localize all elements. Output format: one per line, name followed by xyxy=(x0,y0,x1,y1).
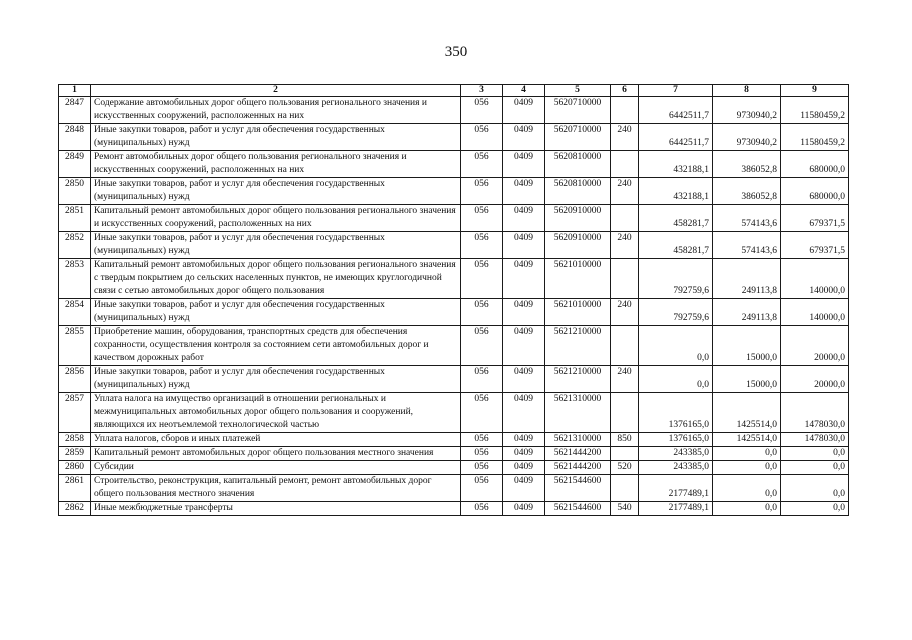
amount-year-2: 9730940,2 xyxy=(713,97,781,124)
item-name: Строительство, реконструкция, капитальный ремонт, ремонт автомобильных дорог общего пользования местного значения xyxy=(91,475,461,502)
amount-year-2: 249113,8 xyxy=(713,259,781,299)
row-number: 2862 xyxy=(59,502,91,516)
table-row xyxy=(59,433,849,447)
amount-year-3: 1478030,0 xyxy=(781,433,849,447)
target-article: 5621544600 xyxy=(545,502,611,516)
target-article: 5621010000 xyxy=(545,259,611,299)
target-article: 5620710000 xyxy=(545,124,611,151)
amount-year-2: 386052,8 xyxy=(713,151,781,178)
ministry-code: 056 xyxy=(461,178,503,205)
amount-year-1: 458281,7 xyxy=(639,232,713,259)
row-number: 2859 xyxy=(59,447,91,461)
amount-year-3: 679371,5 xyxy=(781,205,849,232)
target-article: 5620910000 xyxy=(545,232,611,259)
ministry-code: 056 xyxy=(461,151,503,178)
target-article: 5621310000 xyxy=(545,433,611,447)
row-number: 2857 xyxy=(59,393,91,433)
table-row xyxy=(59,178,849,205)
item-name: Иные закупки товаров, работ и услуг для обеспечения государственных (муниципальных) нужд xyxy=(91,366,461,393)
budget-table xyxy=(58,84,849,516)
column-header-7: 7 xyxy=(639,85,713,97)
amount-year-2: 1425514,0 xyxy=(713,393,781,433)
amount-year-2: 0,0 xyxy=(713,447,781,461)
amount-year-1: 432188,1 xyxy=(639,178,713,205)
amount-year-3: 140000,0 xyxy=(781,259,849,299)
section-code: 0409 xyxy=(503,124,545,151)
section-code: 0409 xyxy=(503,232,545,259)
amount-year-1: 432188,1 xyxy=(639,151,713,178)
item-name: Уплата налога на имущество организаций в отношении региональных и межмуниципальных автомобильных дорог общего пользования и сооружений, являющихся их неотъемлемой технологической частью xyxy=(91,393,461,433)
amount-year-3: 140000,0 xyxy=(781,299,849,326)
target-article: 5621444200 xyxy=(545,461,611,475)
amount-year-3: 11580459,2 xyxy=(781,97,849,124)
ministry-code: 056 xyxy=(461,447,503,461)
amount-year-2: 15000,0 xyxy=(713,366,781,393)
item-name: Иные закупки товаров, работ и услуг для обеспечения государственных (муниципальных) нужд xyxy=(91,299,461,326)
amount-year-1: 1376165,0 xyxy=(639,393,713,433)
section-code: 0409 xyxy=(503,178,545,205)
ministry-code: 056 xyxy=(461,299,503,326)
amount-year-1: 1376165,0 xyxy=(639,433,713,447)
item-name: Содержание автомобильных дорог общего пользования регионального значения и искусственных сооружений, расположенных на них xyxy=(91,97,461,124)
expense-type xyxy=(611,151,639,178)
item-name: Капитальный ремонт автомобильных дорог общего пользования местного значения xyxy=(91,447,461,461)
ministry-code: 056 xyxy=(461,97,503,124)
item-name: Иные закупки товаров, работ и услуг для обеспечения государственных (муниципальных) нужд xyxy=(91,178,461,205)
row-number: 2851 xyxy=(59,205,91,232)
amount-year-3: 0,0 xyxy=(781,461,849,475)
ministry-code: 056 xyxy=(461,259,503,299)
row-number: 2852 xyxy=(59,232,91,259)
row-number: 2849 xyxy=(59,151,91,178)
expense-type: 540 xyxy=(611,502,639,516)
amount-year-2: 574143,6 xyxy=(713,232,781,259)
table-row xyxy=(59,461,849,475)
row-number: 2856 xyxy=(59,366,91,393)
row-number: 2854 xyxy=(59,299,91,326)
section-code: 0409 xyxy=(503,205,545,232)
amount-year-3: 20000,0 xyxy=(781,366,849,393)
amount-year-1: 792759,6 xyxy=(639,259,713,299)
table-row xyxy=(59,232,849,259)
amount-year-3: 11580459,2 xyxy=(781,124,849,151)
target-article: 5620910000 xyxy=(545,205,611,232)
amount-year-1: 0,0 xyxy=(639,326,713,366)
amount-year-1: 2177489,1 xyxy=(639,475,713,502)
amount-year-3: 1478030,0 xyxy=(781,393,849,433)
expense-type: 240 xyxy=(611,124,639,151)
amount-year-1: 6442511,7 xyxy=(639,97,713,124)
amount-year-1: 792759,6 xyxy=(639,299,713,326)
ministry-code: 056 xyxy=(461,393,503,433)
expense-type xyxy=(611,447,639,461)
section-code: 0409 xyxy=(503,259,545,299)
expense-type: 850 xyxy=(611,433,639,447)
row-number: 2858 xyxy=(59,433,91,447)
ministry-code: 056 xyxy=(461,205,503,232)
target-article: 5621444200 xyxy=(545,447,611,461)
table-body xyxy=(59,97,849,516)
ministry-code: 056 xyxy=(461,433,503,447)
item-name: Ремонт автомобильных дорог общего пользования регионального значения и искусственных сооружений, расположенных на них xyxy=(91,151,461,178)
expense-type: 240 xyxy=(611,178,639,205)
table-row xyxy=(59,97,849,124)
table-header xyxy=(59,85,849,97)
column-header-3: 3 xyxy=(461,85,503,97)
row-number: 2861 xyxy=(59,475,91,502)
table-row xyxy=(59,393,849,433)
item-name: Иные закупки товаров, работ и услуг для обеспечения государственных (муниципальных) нужд xyxy=(91,232,461,259)
section-code: 0409 xyxy=(503,393,545,433)
row-number: 2855 xyxy=(59,326,91,366)
amount-year-3: 680000,0 xyxy=(781,178,849,205)
section-code: 0409 xyxy=(503,447,545,461)
target-article: 5621210000 xyxy=(545,326,611,366)
expense-type xyxy=(611,205,639,232)
section-code: 0409 xyxy=(503,97,545,124)
target-article: 5621544600 xyxy=(545,475,611,502)
row-number: 2848 xyxy=(59,124,91,151)
amount-year-2: 15000,0 xyxy=(713,326,781,366)
target-article: 5620810000 xyxy=(545,178,611,205)
amount-year-3: 0,0 xyxy=(781,502,849,516)
section-code: 0409 xyxy=(503,475,545,502)
expense-type xyxy=(611,97,639,124)
section-code: 0409 xyxy=(503,326,545,366)
header-row xyxy=(59,85,849,97)
amount-year-2: 1425514,0 xyxy=(713,433,781,447)
amount-year-3: 20000,0 xyxy=(781,326,849,366)
column-header-1: 1 xyxy=(59,85,91,97)
amount-year-2: 0,0 xyxy=(713,502,781,516)
table-row xyxy=(59,447,849,461)
section-code: 0409 xyxy=(503,461,545,475)
amount-year-1: 0,0 xyxy=(639,366,713,393)
expense-type: 520 xyxy=(611,461,639,475)
target-article: 5620710000 xyxy=(545,97,611,124)
item-name: Капитальный ремонт автомобильных дорог общего пользования регионального значения и искусственных сооружений, расположенных на них xyxy=(91,205,461,232)
ministry-code: 056 xyxy=(461,124,503,151)
ministry-code: 056 xyxy=(461,461,503,475)
row-number: 2850 xyxy=(59,178,91,205)
ministry-code: 056 xyxy=(461,502,503,516)
table-row xyxy=(59,326,849,366)
table-row xyxy=(59,151,849,178)
item-name: Капитальный ремонт автомобильных дорог общего пользования регионального значения с твердым покрытием до сельских населенных пунктов, не имеющих круглогодичной связи с сетью автомобильных дорог общего пользования xyxy=(91,259,461,299)
target-article: 5621010000 xyxy=(545,299,611,326)
amount-year-3: 680000,0 xyxy=(781,151,849,178)
amount-year-2: 9730940,2 xyxy=(713,124,781,151)
expense-type: 240 xyxy=(611,366,639,393)
ministry-code: 056 xyxy=(461,366,503,393)
item-name: Уплата налогов, сборов и иных платежей xyxy=(91,433,461,447)
section-code: 0409 xyxy=(503,151,545,178)
page-number: 350 xyxy=(444,44,468,60)
ministry-code: 056 xyxy=(461,232,503,259)
expense-type: 240 xyxy=(611,232,639,259)
column-header-9: 9 xyxy=(781,85,849,97)
column-header-6: 6 xyxy=(611,85,639,97)
table-row xyxy=(59,299,849,326)
ministry-code: 056 xyxy=(461,475,503,502)
target-article: 5621310000 xyxy=(545,393,611,433)
expense-type xyxy=(611,326,639,366)
amount-year-2: 249113,8 xyxy=(713,299,781,326)
item-name: Субсидии xyxy=(91,461,461,475)
amount-year-1: 2177489,1 xyxy=(639,502,713,516)
target-article: 5620810000 xyxy=(545,151,611,178)
row-number: 2853 xyxy=(59,259,91,299)
ministry-code: 056 xyxy=(461,326,503,366)
amount-year-1: 458281,7 xyxy=(639,205,713,232)
column-header-2: 2 xyxy=(91,85,461,97)
table-row xyxy=(59,366,849,393)
row-number: 2860 xyxy=(59,461,91,475)
expense-type xyxy=(611,259,639,299)
expense-type xyxy=(611,393,639,433)
section-code: 0409 xyxy=(503,502,545,516)
column-header-4: 4 xyxy=(503,85,545,97)
table-row xyxy=(59,205,849,232)
expense-type: 240 xyxy=(611,299,639,326)
item-name: Иные закупки товаров, работ и услуг для обеспечения государственных (муниципальных) нужд xyxy=(91,124,461,151)
column-header-8: 8 xyxy=(713,85,781,97)
amount-year-2: 0,0 xyxy=(713,461,781,475)
amount-year-2: 0,0 xyxy=(713,475,781,502)
amount-year-2: 386052,8 xyxy=(713,178,781,205)
table-row xyxy=(59,502,849,516)
amount-year-3: 0,0 xyxy=(781,475,849,502)
table-row xyxy=(59,475,849,502)
section-code: 0409 xyxy=(503,366,545,393)
amount-year-2: 574143,6 xyxy=(713,205,781,232)
section-code: 0409 xyxy=(503,299,545,326)
amount-year-1: 243385,0 xyxy=(639,461,713,475)
row-number: 2847 xyxy=(59,97,91,124)
item-name: Приобретение машин, оборудования, транспортных средств для обеспечения сохранности, осуществления контроля за состоянием сети автомобильных дорог и качеством дорожных работ xyxy=(91,326,461,366)
amount-year-1: 6442511,7 xyxy=(639,124,713,151)
table-row xyxy=(59,124,849,151)
amount-year-3: 0,0 xyxy=(781,447,849,461)
section-code: 0409 xyxy=(503,433,545,447)
table-row xyxy=(59,259,849,299)
item-name: Иные межбюджетные трансферты xyxy=(91,502,461,516)
target-article: 5621210000 xyxy=(545,366,611,393)
amount-year-3: 679371,5 xyxy=(781,232,849,259)
amount-year-1: 243385,0 xyxy=(639,447,713,461)
column-header-5: 5 xyxy=(545,85,611,97)
expense-type xyxy=(611,475,639,502)
